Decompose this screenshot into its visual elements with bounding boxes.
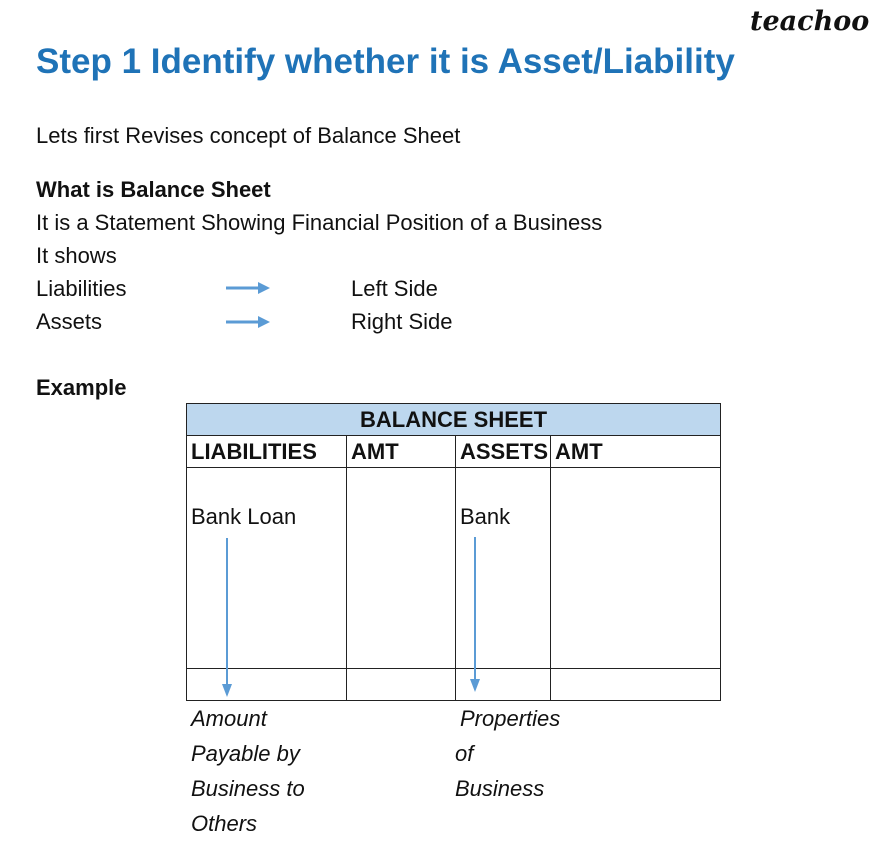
teachoo-logo: teachoo xyxy=(750,6,870,37)
definition-text: It is a Statement Showing Financial Position of a Business xyxy=(36,210,603,235)
asset-note-line: of xyxy=(455,741,474,766)
column-header-amt: AMT xyxy=(551,436,721,468)
balance-sheet-table xyxy=(186,403,721,701)
example-heading: Example xyxy=(36,375,127,400)
asset-note-line: Properties xyxy=(460,706,561,731)
total-cell xyxy=(551,669,721,701)
right-side-label: Right Side xyxy=(351,309,453,334)
liability-note-line: Amount xyxy=(191,706,267,731)
liability-note-line: Payable by xyxy=(191,741,300,766)
liability-note xyxy=(191,701,305,841)
asset-amount-cell xyxy=(551,468,721,669)
it-shows-text: It shows xyxy=(36,243,117,268)
balance-sheet-title: BALANCE SHEET xyxy=(187,404,721,436)
right-arrow-icon xyxy=(226,314,270,330)
right-arrow-icon xyxy=(226,280,270,296)
total-cell xyxy=(187,669,347,701)
intro-text: Lets first Revises concept of Balance Sheet xyxy=(36,123,461,148)
section-heading: What is Balance Sheet xyxy=(36,177,271,202)
column-header-assets: ASSETS xyxy=(456,436,551,468)
liabilities-label: Liabilities xyxy=(36,276,127,301)
liability-note-line: Business to xyxy=(191,776,305,801)
total-cell xyxy=(347,669,456,701)
liability-amount-cell xyxy=(347,468,456,669)
liability-item: Bank Loan xyxy=(187,468,347,669)
left-side-label: Left Side xyxy=(351,276,438,301)
asset-note xyxy=(455,701,560,806)
column-header-liabilities: LIABILITIES xyxy=(187,436,347,468)
down-arrow-icon xyxy=(219,538,235,698)
column-header-amt: AMT xyxy=(347,436,456,468)
asset-item: Bank xyxy=(456,468,551,669)
liability-note-line: Others xyxy=(191,811,258,836)
assets-label: Assets xyxy=(36,309,103,334)
down-arrow-icon xyxy=(467,537,483,693)
asset-note-line: Business xyxy=(455,776,545,801)
page-title: Step 1 Identify whether it is Asset/Liability xyxy=(36,42,735,81)
